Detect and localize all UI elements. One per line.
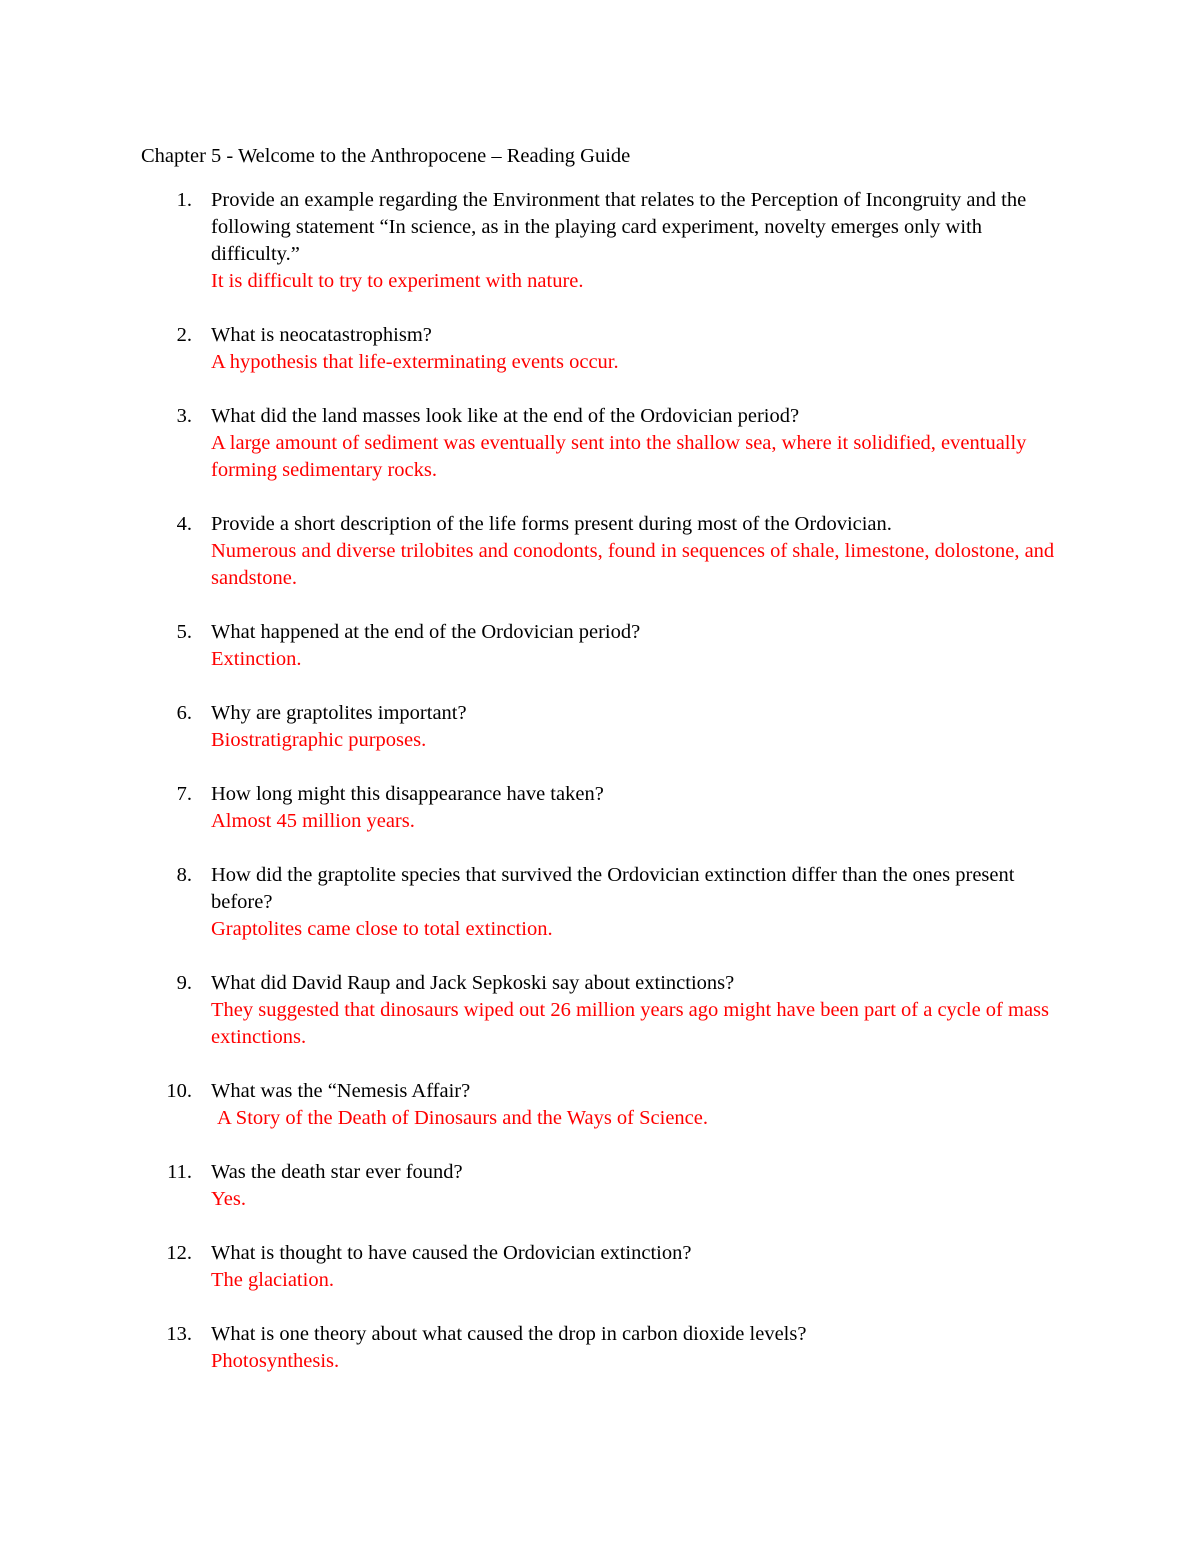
- answer-text: Biostratigraphic purposes.: [211, 729, 427, 751]
- question-body: [211, 1240, 1061, 1294]
- question-item: [0, 862, 1200, 943]
- question-list: [0, 187, 1200, 1402]
- question-item: [0, 511, 1200, 592]
- question-item: [0, 781, 1200, 835]
- question-body: [211, 187, 1061, 295]
- question-number: 11.: [167, 1161, 192, 1183]
- answer-text: Yes.: [211, 1188, 246, 1210]
- question-body: [211, 970, 1061, 1051]
- answer-text: A hypothesis that life-exterminating events occur.: [211, 351, 619, 373]
- answer-text: Photosynthesis.: [211, 1350, 340, 1372]
- question-number: 1.: [176, 189, 192, 211]
- answer-text: The glaciation.: [211, 1269, 334, 1291]
- question-number: 9.: [176, 972, 192, 994]
- answer-text: Extinction.: [211, 648, 302, 670]
- question-number: 2.: [176, 324, 192, 346]
- question-body: [211, 781, 1061, 835]
- question-body: [211, 862, 1061, 943]
- question-number: 5.: [176, 621, 192, 643]
- question-text: How did the graptolite species that survived the Ordovician extinction differ than the ones present before?: [211, 864, 1015, 913]
- document-title: Chapter 5 - Welcome to the Anthropocene – Reading Guide: [141, 145, 631, 167]
- answer-text: A Story of the Death of Dinosaurs and the Ways of Science.: [217, 1107, 708, 1129]
- question-body: [211, 619, 1061, 673]
- question-body: [211, 403, 1061, 484]
- question-body: [211, 1159, 1061, 1213]
- question-number: 10.: [166, 1080, 192, 1102]
- answer-text: Numerous and diverse trilobites and conodonts, found in sequences of shale, limestone, dolostone, and sandstone.: [211, 540, 1055, 589]
- question-number: 13.: [166, 1323, 192, 1345]
- question-body: [211, 700, 1061, 754]
- question-item: [0, 187, 1200, 295]
- question-body: [211, 322, 1061, 376]
- answer-text: Graptolites came close to total extinction.: [211, 918, 553, 940]
- question-text: What did the land masses look like at the end of the Ordovician period?: [211, 405, 800, 427]
- question-item: [0, 1159, 1200, 1213]
- question-number: 7.: [176, 783, 192, 805]
- question-text: What did David Raup and Jack Sepkoski say about extinctions?: [211, 972, 735, 994]
- question-item: [0, 403, 1200, 484]
- question-item: [0, 1078, 1200, 1132]
- question-text: Why are graptolites important?: [211, 702, 467, 724]
- question-text: What is neocatastrophism?: [211, 324, 432, 346]
- question-text: Was the death star ever found?: [211, 1161, 463, 1183]
- question-text: What is one theory about what caused the drop in carbon dioxide levels?: [211, 1323, 807, 1345]
- answer-text: They suggested that dinosaurs wiped out 26 million years ago might have been part of a cycle of mass extinctions.: [211, 999, 1050, 1048]
- question-number: 8.: [176, 864, 192, 886]
- answer-text: A large amount of sediment was eventually sent into the shallow sea, where it solidified, eventually forming sedimentary rocks.: [211, 432, 1027, 481]
- question-text: What happened at the end of the Ordovician period?: [211, 621, 641, 643]
- question-item: [0, 322, 1200, 376]
- question-text: How long might this disappearance have taken?: [211, 783, 604, 805]
- question-number: 6.: [176, 702, 192, 724]
- question-item: [0, 619, 1200, 673]
- question-body: [211, 511, 1061, 592]
- question-item: [0, 1240, 1200, 1294]
- question-body: [211, 1321, 1061, 1375]
- question-item: [0, 970, 1200, 1051]
- question-item: [0, 1321, 1200, 1375]
- question-number: 12.: [166, 1242, 192, 1264]
- question-item: [0, 700, 1200, 754]
- question-body: [211, 1078, 1061, 1132]
- question-number: 4.: [176, 513, 192, 535]
- question-text: Provide an example regarding the Environment that relates to the Perception of Incongruity and the following statement “In science, as in the playing card experiment, novelty emerges only with difficulty.”: [211, 189, 1027, 265]
- answer-text: Almost 45 million years.: [211, 810, 415, 832]
- question-text: What is thought to have caused the Ordovician extinction?: [211, 1242, 692, 1264]
- question-text: What was the “Nemesis Affair?: [211, 1080, 471, 1102]
- answer-text: It is difficult to try to experiment with nature.: [211, 270, 584, 292]
- question-number: 3.: [176, 405, 192, 427]
- question-text: Provide a short description of the life forms present during most of the Ordovician.: [211, 513, 892, 535]
